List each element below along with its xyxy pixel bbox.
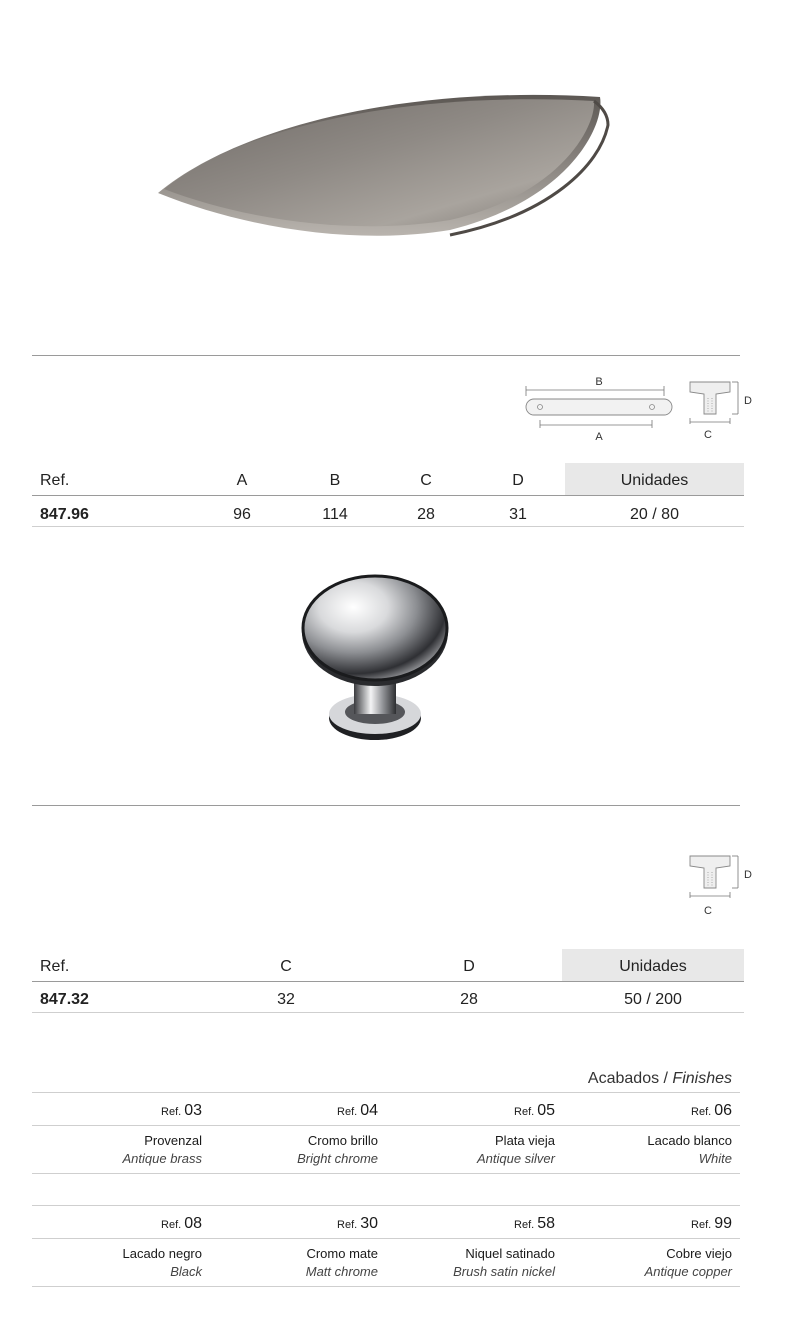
finish-ref [208, 1102, 378, 1120]
header-ref: Ref. [40, 472, 70, 489]
finish-name-es: Plata vieja [495, 1133, 555, 1148]
row-units: 20 / 80 [630, 506, 679, 523]
header-ref: Ref. [40, 958, 70, 975]
cup-handle-image [150, 85, 620, 255]
row-units: 50 / 200 [624, 991, 682, 1008]
finish-ref [385, 1102, 555, 1120]
header-units: Unidades [619, 958, 687, 975]
ref-prefix: Ref. [514, 1219, 535, 1231]
header-d: D [463, 958, 475, 975]
finishes-rule [32, 1173, 740, 1174]
knob-image [290, 572, 460, 752]
finishes-title-en: Finishes [672, 1070, 732, 1087]
finish-name [208, 1245, 378, 1281]
finish-name [562, 1245, 732, 1281]
finish-name-es: Niquel satinado [465, 1246, 555, 1261]
ref-prefix: Ref. [161, 1106, 182, 1118]
finishes-title-es: Acabados / [587, 1070, 673, 1087]
ref-prefix: Ref. [514, 1106, 535, 1118]
finish-name [32, 1132, 202, 1168]
finish-ref [32, 1102, 202, 1120]
row-b: 114 [322, 506, 348, 523]
row-c: 28 [417, 506, 435, 523]
row-a: 96 [233, 506, 251, 523]
finish-name [32, 1245, 202, 1281]
finish-name-en: Matt chrome [305, 1264, 378, 1279]
dimension-diagram [520, 370, 760, 445]
finish-ref [562, 1102, 732, 1120]
finish-name-en: Bright chrome [297, 1151, 378, 1166]
table-rule [32, 495, 744, 496]
dim-label-c: C [704, 429, 712, 441]
header-b: B [329, 472, 341, 489]
row-c: 32 [277, 991, 295, 1008]
finish-code: 99 [714, 1215, 732, 1232]
header-d: D [512, 472, 524, 489]
ref-prefix: Ref. [691, 1219, 712, 1231]
finish-ref [385, 1215, 555, 1233]
finish-name-es: Cromo brillo [307, 1133, 378, 1148]
finishes-rule [32, 1092, 740, 1093]
finish-ref [32, 1215, 202, 1233]
finish-code: 05 [537, 1102, 555, 1119]
finish-code: 03 [184, 1102, 202, 1119]
finish-code: 58 [537, 1215, 555, 1232]
finishes-rule [32, 1125, 740, 1126]
finish-name [385, 1245, 555, 1281]
finish-name [562, 1132, 732, 1168]
finish-name-es: Lacado negro [122, 1246, 202, 1261]
finish-name-en: Antique copper [644, 1264, 732, 1279]
ref-prefix: Ref. [337, 1219, 358, 1231]
dim-label-d: D [744, 869, 752, 881]
finish-name-es: Cromo mate [306, 1246, 378, 1261]
row-ref: 847.32 [40, 991, 89, 1008]
finish-name-en: Brush satin nickel [453, 1264, 555, 1279]
finish-name-es: Lacado blanco [647, 1133, 732, 1148]
ref-prefix: Ref. [161, 1219, 182, 1231]
finish-name-es: Provenzal [144, 1133, 202, 1148]
finish-name-en: Antique silver [476, 1151, 555, 1166]
finish-name [208, 1132, 378, 1168]
finishes-rule [32, 1238, 740, 1239]
header-a: A [236, 472, 248, 489]
dim-label-b: B [595, 376, 603, 388]
row-d: 31 [509, 506, 527, 523]
finishes-title [588, 1070, 732, 1088]
finish-name-es: Cobre viejo [666, 1246, 732, 1261]
dim-label-c: C [704, 905, 712, 917]
section-divider [32, 805, 740, 806]
dim-label-a: A [595, 431, 603, 443]
finish-ref [208, 1215, 378, 1233]
table-rule [32, 1012, 744, 1013]
section-divider [32, 355, 740, 356]
row-ref: 847.96 [40, 506, 89, 523]
finish-name-en: Antique brass [122, 1151, 202, 1166]
ref-prefix: Ref. [337, 1106, 358, 1118]
header-c: C [280, 958, 292, 975]
finish-name-en: Black [170, 1264, 202, 1279]
header-units: Unidades [620, 472, 689, 489]
finish-name-en: White [698, 1151, 732, 1166]
finishes-rule [32, 1286, 740, 1287]
table-rule [32, 526, 744, 527]
finish-ref [562, 1215, 732, 1233]
finish-code: 30 [360, 1215, 378, 1232]
table-rule [32, 981, 744, 982]
dim-label-d: D [744, 395, 752, 407]
row-d: 28 [460, 991, 478, 1008]
ref-prefix: Ref. [691, 1106, 712, 1118]
finishes-rule [32, 1205, 740, 1206]
finish-code: 04 [360, 1102, 378, 1119]
finish-code: 06 [714, 1102, 732, 1119]
header-c: C [420, 472, 432, 489]
finish-code: 08 [184, 1215, 202, 1232]
dimension-diagram [680, 850, 770, 925]
finish-name [385, 1132, 555, 1168]
